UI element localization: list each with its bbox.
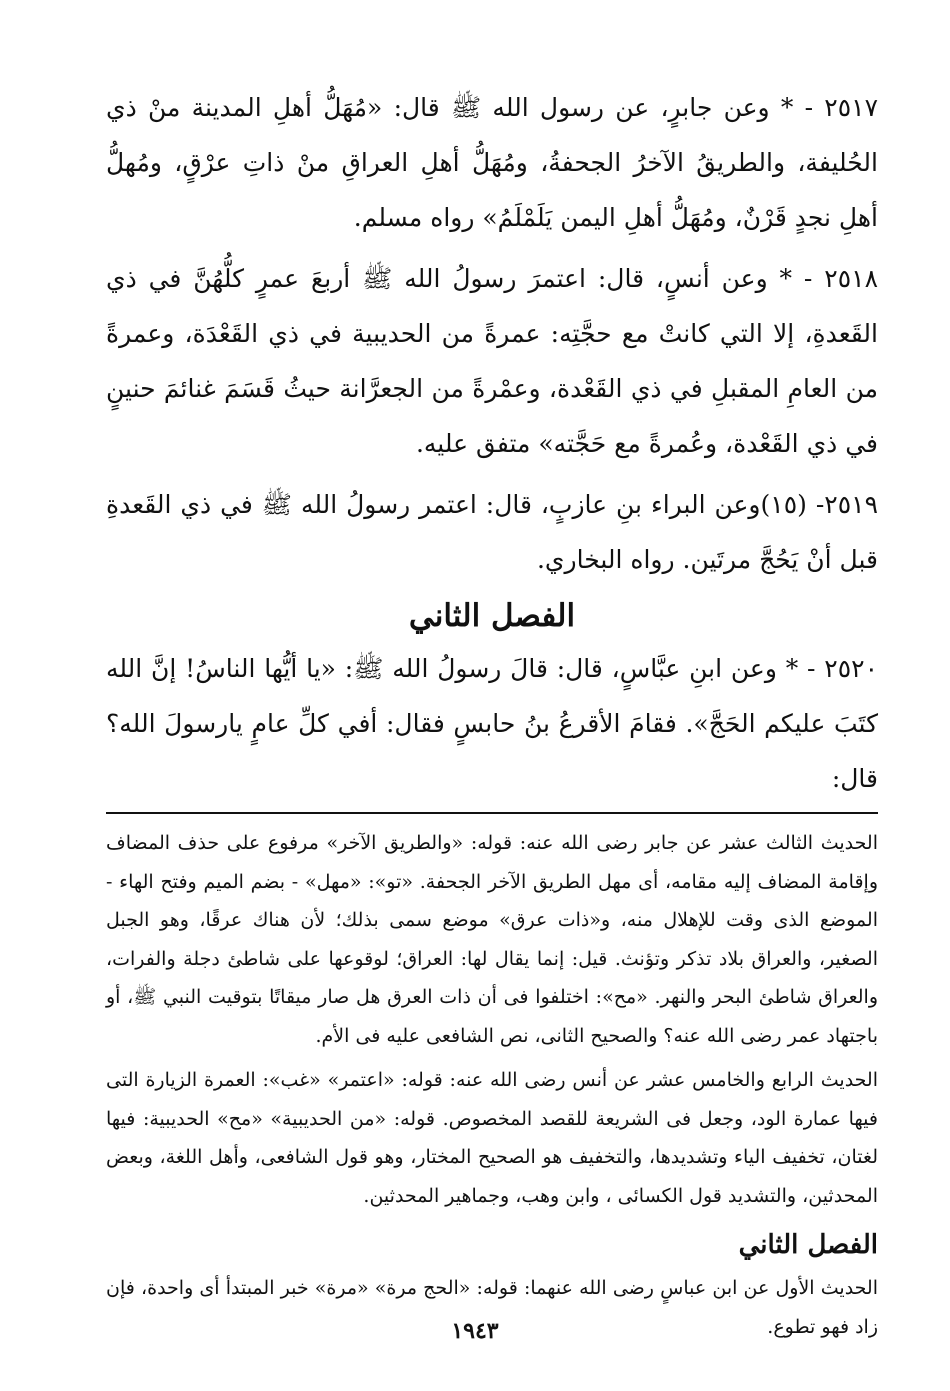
footnote-divider	[106, 812, 878, 814]
note-hadith-1: الحديث الأول عن ابن عباسٍ رضى الله عنهما: قوله: «الحج مرة» «مرة» خبر المبتدأ أى واحدة، فإن زاد فهو تطوع.	[106, 1277, 878, 1338]
commentary-notes	[106, 824, 878, 1346]
note-hadith-14-15: الحديث الرابع والخامس عشر عن أنس رضى الله عنه: قوله: «اعتمر» «غب»: العمرة الزيارة التى فيها عمارة الود، وجعل فى الشريعة للقصد المخصوص. قوله: «من الحديبية» «مح» الحديبية: فيها لغتان، تخفيف الياء وتشديدها، والتخفيف هو الصحيح المختار، وهو قول الشافعى، وأهل اللغة، وبعض المحدثين، والتشديد قول الكسائى ، وابن وهب، وجماهير المحدثين.	[106, 1069, 878, 1207]
note-section-title: الفصل الثاني	[738, 1230, 878, 1260]
note-hadith-13: الحديث الثالث عشر عن جابر رضى الله عنه: قوله: «والطريق الآخر» مرفوع على حذف المضاف وإقامة المضاف إليه مقامه، أى مهل الطريق الآخر الجحفة. «تو»: «مهل» - بضم الميم وفتح الهاء - الموضع الذى وقت للإهلال منه، و«ذات عرق» موضع سمى بذلك؛ لأن هناك عرقًا، وهو الجبل الصغير، والعراق بلاد تذكر وتؤنث. قيل: إنما يقال لها: العراق؛ لوقوعها على شاطئ دجلة والفرات، والعراق شاطئ البحر والنهر. «مح»: اختلفوا فى أن ذات العرق هل صار ميقاتًا بتوقيت النبي ﷺ، أو باجتهاد عمر رضى الله عنه؟ والصحيح الثانى، نص الشافعى عليه فى الأم.	[106, 832, 878, 1047]
hadith-2518: ٢٥١٨ - * وعن أنسٍ، قال: اعتمرَ رسولُ الله ﷺ أربعَ عمرٍ كلُّهُنَّ في ذي القَعدةِ، إلا التي كانتْ مع حجَّتِه: عمرةً من الحديبية في ذي القَعْدَة، وعمرةً من العامِ المقبلِ في ذي القَعْدة، وعمْرةً من الجعرَّانة حيثُ قَسَمَ غنائمَ حنينٍ في ذي القَعْدة، وعُمرةً مع حَجَّته» متفق عليه.	[106, 264, 878, 458]
section-title: الفصل الثاني	[408, 598, 576, 634]
hadith-2520: ٢٥٢٠ - * وعن ابنِ عبَّاسٍ، قال: قالَ رسولُ الله ﷺ: «يا أيُّها الناسُ! إنَّ الله كتَبَ عليكم الحَجَّ». فقامَ الأقرعُ بنُ حابسٍ فقال: أفي كلِّ عامٍ يارسولَ الله؟ قال:	[106, 654, 878, 793]
hadith-2517: ٢٥١٧ - * وعن جابرٍ، عن رسول الله ﷺ قال: «مُهَلُّ أهلِ المدينة منْ ذي الحُليفة، والطريقُ الآخرُ الجحفةُ، ومُهَلُّ أهلِ العراقِ منْ ذاتِ عرْقٍ، ومُهلُّ أهلِ نجدٍ قَرْنٌ، ومُهَلُّ أهلِ اليمن يَلَمْلَمُ» رواه مسلم.	[106, 93, 878, 232]
page-number: ١٩٤٣	[451, 1318, 499, 1344]
hadith-2519: ٢٥١٩- (١٥)وعن البراء بنِ عازبٍ، قال: اعتمر رسولُ الله ﷺ في ذي القَعدةِ قبل أنْ يَحُجَّ مرتَين. رواه البخاري.	[106, 490, 878, 574]
main-text	[106, 80, 878, 806]
